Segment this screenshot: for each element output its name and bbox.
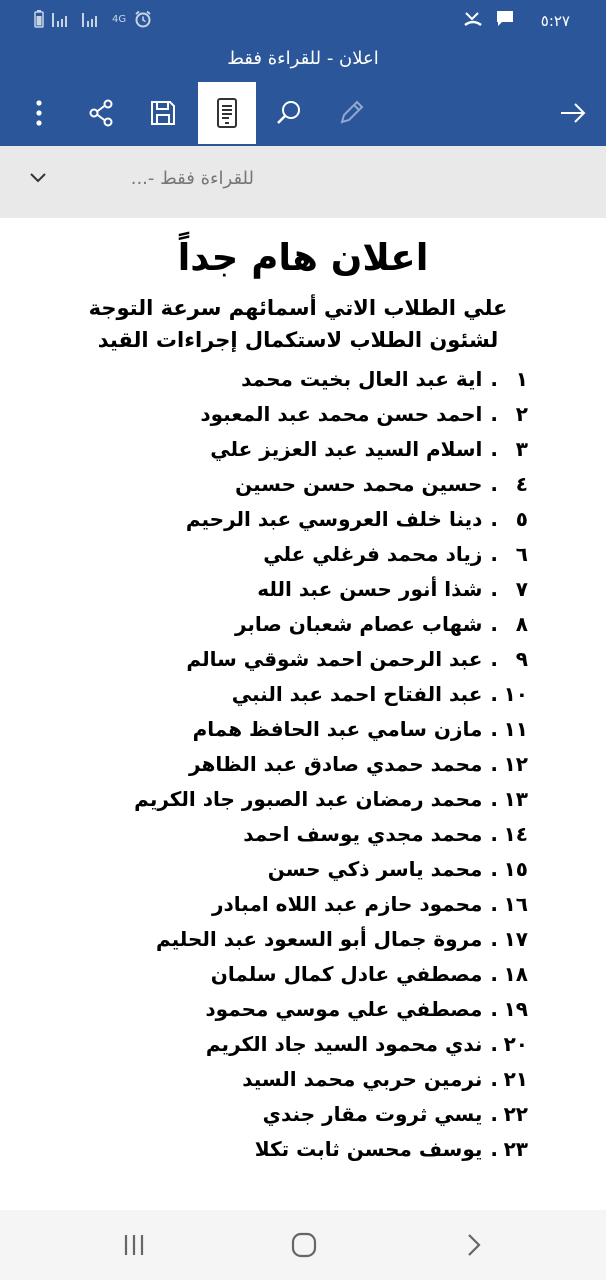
list-item: ١١.مازن سامي عبد الحافظ همام — [68, 712, 528, 747]
list-item: ٣.اسلام السيد عبد العزيز علي — [68, 432, 528, 467]
student-name: حسين محمد حسن حسين — [235, 472, 483, 496]
list-item-number: ٣ — [515, 437, 528, 461]
system-nav-bar — [0, 1210, 606, 1280]
list-item: ١٥.محمد ياسر ذكي حسن — [68, 852, 528, 887]
app-header — [0, 0, 606, 146]
read-only-bar[interactable] — [0, 146, 606, 218]
student-name: اية عبد العال بخيت محمد — [241, 367, 483, 391]
student-name: دينا خلف العروسي عبد الرحيم — [185, 507, 483, 531]
mobile-view-icon — [216, 98, 238, 128]
student-name: شذا أنور حسن عبد الله — [257, 577, 483, 601]
list-item-number: ٢٢ — [503, 1102, 528, 1126]
student-name: مصطفي عادل كمال سلمان — [210, 962, 483, 986]
student-name: محمد حمدي صادق عبد الظاهر — [189, 752, 483, 776]
more-icon — [35, 99, 43, 127]
list-item: ١٨.مصطفي عادل كمال سلمان — [68, 957, 528, 992]
share-icon — [87, 99, 115, 127]
student-name: محمد مجدي يوسف احمد — [243, 822, 483, 846]
list-item: ٦.زياد محمد فرغلي علي — [68, 537, 528, 572]
student-name: محمد رمضان عبد الصبور جاد الكريم — [134, 787, 483, 811]
list-item: ٥.دينا خلف العروسي عبد الرحيم — [68, 502, 528, 537]
status-icons-left — [34, 10, 152, 28]
student-name: يسي ثروت مقار جندي — [262, 1102, 483, 1126]
student-name: مروة جمال أبو السعود عبد الحليم — [155, 927, 483, 951]
list-item: ٧.شذا أنور حسن عبد الله — [68, 572, 528, 607]
student-name: ندي محمود السيد جاد الكريم — [205, 1032, 483, 1056]
forward-button[interactable] — [544, 82, 602, 144]
message-icon — [496, 10, 514, 27]
list-item-number: ٢٣ — [503, 1137, 528, 1161]
student-name: عبد الفتاح احمد عبد النبي — [231, 682, 483, 706]
list-item-number: ٧ — [515, 577, 528, 601]
student-name: مصطفي علي موسي محمود — [205, 997, 483, 1021]
network-label: 4G — [112, 13, 127, 25]
list-item: ٨.شهاب عصام شعبان صابر — [68, 607, 528, 642]
student-name: اسلام السيد عبد العزيز علي — [210, 437, 483, 461]
list-item-number: ١٨ — [503, 962, 528, 986]
status-icons-right — [464, 10, 514, 27]
home-button[interactable] — [284, 1228, 324, 1262]
list-item: ١٦.محمود حازم عبد اللاه امبادر — [68, 887, 528, 922]
announcement-heading: اعلان هام جداً — [177, 236, 429, 279]
list-item: ٢٠.ندي محمود السيد جاد الكريم — [68, 1027, 528, 1062]
read-only-text: للقراءة فقط -... — [130, 168, 254, 189]
search-icon — [275, 99, 303, 127]
share-button[interactable] — [72, 82, 130, 144]
more-options-button[interactable] — [10, 82, 68, 144]
expand-readonly-button[interactable] — [28, 170, 48, 189]
back-button[interactable] — [454, 1228, 494, 1262]
list-item: ٢١.نرمين حربي محمد السيد — [68, 1062, 528, 1097]
announcement-intro: علي الطلاب الاتي أسمائهم سرعة التوجة لشئون الطلاب لاستكمال إجراءات القيد — [88, 296, 508, 352]
list-item-number: ٦ — [515, 542, 528, 566]
status-time: ٥:٢٧ — [540, 12, 570, 30]
list-item-number: ١٤ — [503, 822, 528, 846]
student-name: عبد الرحمن احمد شوقي سالم — [186, 647, 483, 671]
list-item: ٢٣.يوسف محسن ثابت تكلا — [68, 1132, 528, 1167]
list-item: ١٠.عبد الفتاح احمد عبد النبي — [68, 677, 528, 712]
list-item-number: ٢٠ — [503, 1032, 528, 1056]
status-bar — [0, 0, 606, 44]
recent-apps-button[interactable] — [114, 1228, 154, 1262]
student-name: نرمين حربي محمد السيد — [242, 1067, 483, 1091]
list-item: ٩.عبد الرحمن احمد شوقي سالم — [68, 642, 528, 677]
list-item-number: ٢ — [515, 402, 528, 426]
list-item-number: ١٥ — [503, 857, 528, 881]
list-item: ١.اية عبد العال بخيت محمد — [68, 362, 528, 397]
toolbar — [0, 82, 606, 144]
list-item: ١٤.محمد مجدي يوسف احمد — [68, 817, 528, 852]
list-item: ١٧.مروة جمال أبو السعود عبد الحليم — [68, 922, 528, 957]
list-item: ١٢.محمد حمدي صادق عبد الظاهر — [68, 747, 528, 782]
list-item-number: ١٢ — [503, 752, 528, 776]
student-name: محمود حازم عبد اللاه امبادر — [212, 892, 483, 916]
signal-icon-2 — [82, 11, 104, 27]
list-item-number: ٩ — [515, 647, 528, 671]
student-name: احمد حسن محمد عبد المعبود — [200, 402, 483, 426]
list-item-number: ١ — [515, 367, 528, 391]
list-item: ٤.حسين محمد حسن حسين — [68, 467, 528, 502]
list-item-number: ٢١ — [503, 1067, 528, 1091]
list-item-number: ١١ — [503, 717, 528, 741]
chevron-right-icon — [467, 1233, 481, 1257]
list-item-number: ١٠ — [503, 682, 528, 706]
list-item-number: ٤ — [515, 472, 528, 496]
chevron-down-icon — [28, 171, 48, 185]
list-item: ١٣.محمد رمضان عبد الصبور جاد الكريم — [68, 782, 528, 817]
student-name: يوسف محسن ثابت تكلا — [254, 1137, 483, 1161]
student-name: محمد ياسر ذكي حسن — [267, 857, 483, 881]
list-item: ٢٢.يسي ثروت مقار جندي — [68, 1097, 528, 1132]
forward-arrow-icon — [559, 102, 587, 124]
student-name: شهاب عصام شعبان صابر — [234, 612, 483, 636]
title-row — [0, 48, 606, 82]
alarm-icon — [134, 10, 152, 28]
signal-icon — [52, 11, 74, 27]
missed-call-icon — [464, 11, 482, 27]
list-item-number: ١٧ — [503, 927, 528, 951]
save-icon — [149, 99, 177, 127]
student-name: زياد محمد فرغلي علي — [263, 542, 483, 566]
battery-icon — [34, 10, 44, 28]
recent-apps-icon — [121, 1234, 147, 1256]
document-title: اعلان - للقراءة فقط — [227, 48, 379, 69]
document-page — [0, 218, 606, 1210]
edit-icon — [337, 99, 365, 127]
list-item-number: ١٩ — [503, 997, 528, 1021]
home-icon — [291, 1232, 317, 1258]
mobile-view-button[interactable] — [198, 82, 256, 144]
list-item-number: ٥ — [515, 507, 528, 531]
students-list — [68, 362, 528, 1167]
save-button[interactable] — [134, 82, 192, 144]
search-button[interactable] — [260, 82, 318, 144]
student-name: مازن سامي عبد الحافظ همام — [192, 717, 483, 741]
list-item: ١٩.مصطفي علي موسي محمود — [68, 992, 528, 1027]
list-item-number: ٨ — [515, 612, 528, 636]
list-item: ٢.احمد حسن محمد عبد المعبود — [68, 397, 528, 432]
edit-button[interactable] — [322, 82, 380, 144]
list-item-number: ١٣ — [503, 787, 528, 811]
list-item-number: ١٦ — [503, 892, 528, 916]
